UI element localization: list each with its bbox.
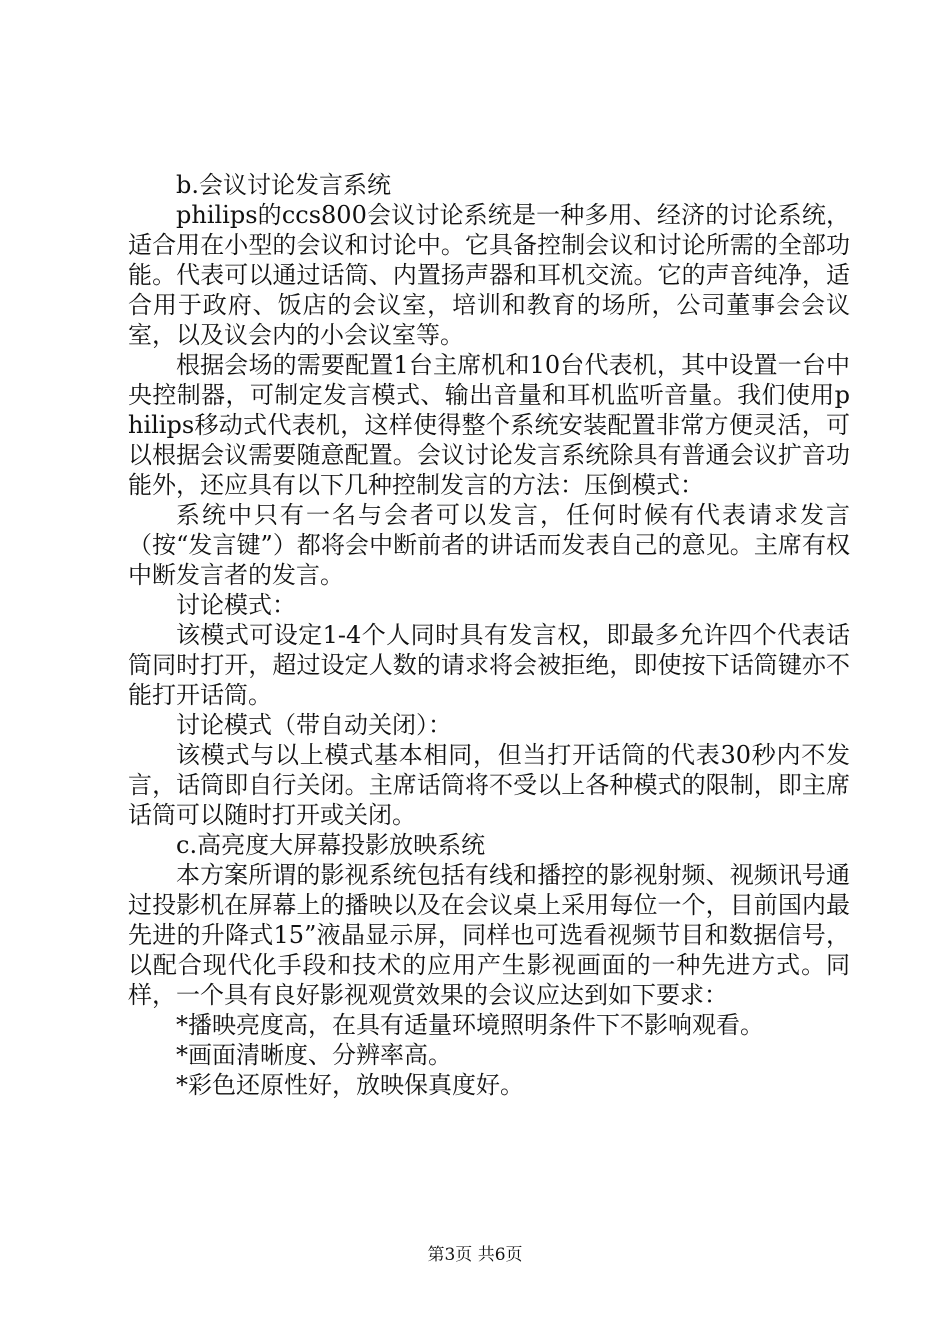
section-heading-c: c.高亮度大屏幕投影放映系统 bbox=[176, 831, 486, 859]
list-item-color: *彩色还原性好，放映保真度好。 bbox=[176, 1071, 524, 1099]
section-heading-b: b.会议讨论发言系统 bbox=[176, 171, 391, 199]
heading-discussion-auto-off: 讨论模式（带自动关闭）： bbox=[176, 711, 452, 739]
list-item-clarity: *画面清晰度、分辨率高。 bbox=[176, 1041, 452, 1069]
paragraph-projection-system: 本方案所谓的影视系统包括有线和播控的影视射频、视频讯号通过投影机在屏幕上的播映以及在会议桌上采用每位一个，目前国内最先进的升降式15”液晶显示屏，同样也可选看视频节目和数据信号，以配合现代化手段和技术的应用产生影视画面的一种先进方式。同样，一个具有良好影视观赏效果的会议应达到如下要求： bbox=[128, 861, 850, 1009]
paragraph-override-mode: 系统中只有一名与会者可以发言，任何时候有代表请求发言（按“发言键”）都将会中断前者的讲话而发表自己的意见。主席有权中断发言者的发言。 bbox=[128, 501, 850, 589]
paragraph-discussion-auto-off: 该模式与以上模式基本相同，但当打开话筒的代表30秒内不发言，话筒即自行关闭。主席话筒将不受以上各种模式的限制，即主席话筒可以随时打开或关闭。 bbox=[128, 741, 850, 829]
paragraph-ccs800-intro: philips的ccs800会议讨论系统是一种多用、经济的讨论系统，适合用在小型的会议和讨论中。它具备控制会议和讨论所需的全部功能。代表可以通过话筒、内置扬声器和耳机交流。它的声音纯净，适合用于政府、饭店的会议室，培训和教育的场所，公司董事会会议室，以及议会内的小会议室等。 bbox=[128, 201, 850, 349]
page-number: 第3页 共6页 bbox=[427, 1245, 523, 1265]
list-item-brightness: *播映亮度高，在具有适量环境照明条件下不影响观看。 bbox=[176, 1011, 764, 1039]
paragraph-discussion-mode: 该模式可设定1-4个人同时具有发言权，即最多允许四个代表话筒同时打开，超过设定人数的请求将会被拒绝，即使按下话筒键亦不能打开话筒。 bbox=[128, 621, 850, 709]
heading-discussion-mode: 讨论模式： bbox=[176, 591, 296, 619]
paragraph-configuration: 根据会场的需要配置1台主席机和10台代表机，其中设置一台中央控制器，可制定发言模式、输出音量和耳机监听音量。我们使用philips移动式代表机，这样使得整个系统安装配置非常方便灵活，可以根据会议需要随意配置。会议讨论发言系统除具有普通会议扩音功能外，还应具有以下几种控制发言的方法：压倒模式： bbox=[128, 351, 850, 499]
document-body bbox=[128, 170, 850, 1100]
